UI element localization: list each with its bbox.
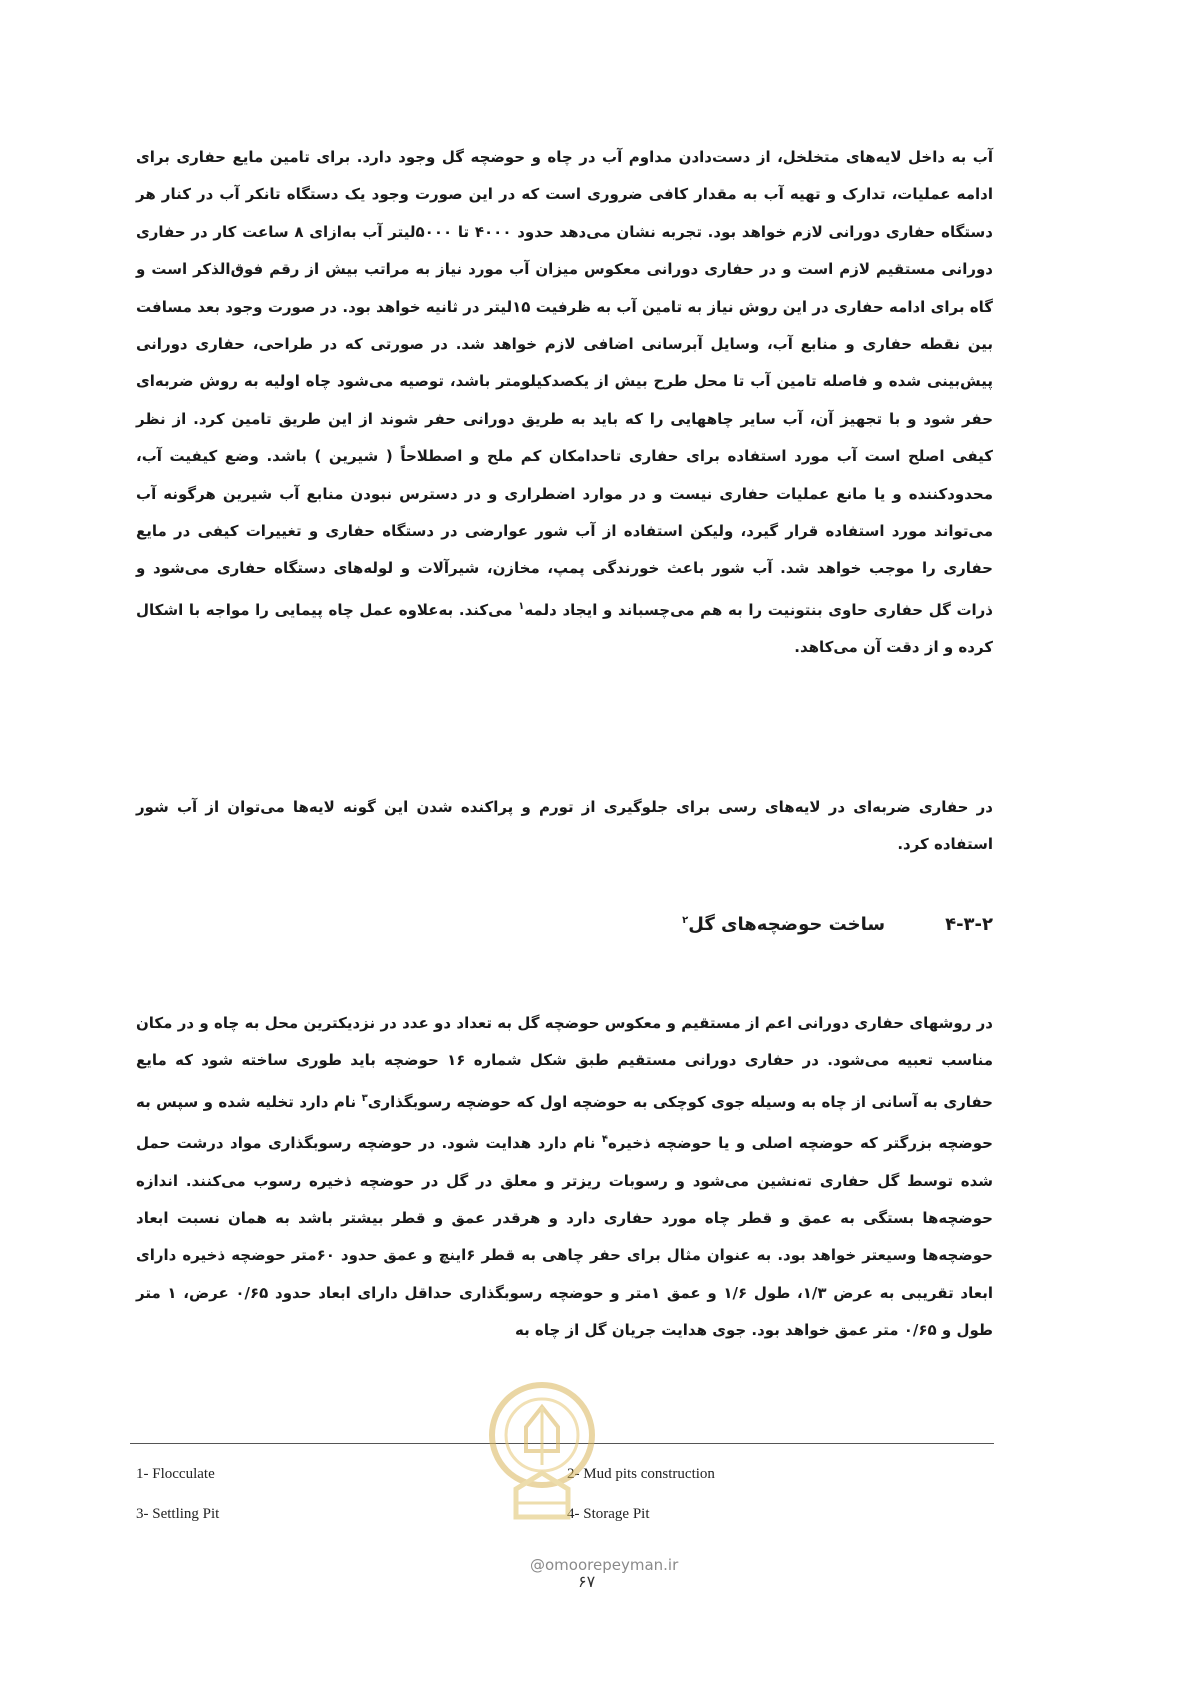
section-number: ۴-۳-۲ xyxy=(945,914,993,935)
para3-text-c: نام دارد هدایت شود. در حوضچه رسوبگذاری مواد درشت حمل شده توسط گل حفاری ته‌نشین می‌شود و رسوبات ریزتر و معلق در گل در حوضچه ذخیره رسوب می‌کنند. اندازه حوضچه‌ها بستگی به عمق و قطر چاه مورد حفاری دارد و هرقدر عمق و قطر بیشتر باشد به همان نسبت ابعاد حوضچه‌ها وسیعتر خواهد بود. به عنوان مثال برای حفر چاهی به قطر ۶اینچ و عمق حدود ۶۰متر حوضچه ذخیره دارای ابعاد تقریبی به عرض ۱/۳، طول ۱/۶ و عمق ۱متر و حوضچه رسوبگذاری حداقل دارای ابعاد حدود ۰/۶۵ عرض، ۱ متر طول و ۰/۶۵ متر عمق خواهد بود. جوی هدایت جریان گل از چاه به xyxy=(136,1134,993,1340)
body-paragraph-3 xyxy=(136,1005,993,1350)
watermark-logo xyxy=(486,1377,598,1525)
footnote-ref-4: ۴ xyxy=(601,1134,608,1146)
para3-text-b: نام دارد تخلیه شده و سپس به حوضچه بزرگتر که حوضچه اصلی و یا حوضچه ذخیره xyxy=(136,1092,993,1153)
section-heading xyxy=(682,914,993,935)
section-title: ساخت حوضچه‌های گل xyxy=(688,914,886,935)
footnote-4: 4- Storage Pit xyxy=(567,1506,650,1522)
footnote-ref-3: ۳ xyxy=(361,1092,368,1104)
para3-text-a: در روشهای حفاری دورانی اعم از مستقیم و معکوس حوضچه گل به تعداد دو عدد در نزدیکترین محل به چاه و در مکان مناسب تعبیه می‌شود. در حفاری دورانی مستقیم طبق شکل شماره ۱۶ حوضچه باید طوری ساخته شود که مایع حفاری به آسانی از چاه به وسیله جوی کوچکی به حوضچه اول که حوضچه رسوبگذاری xyxy=(136,1014,993,1111)
footnote-3: 3- Settling Pit xyxy=(136,1506,220,1522)
page-number: ۶۷ xyxy=(578,1572,596,1591)
footnote-1: 1- Flocculate xyxy=(136,1466,215,1482)
footnote-ref-1: ۱ xyxy=(518,600,525,612)
section-title-wrap xyxy=(682,914,885,935)
watermark-url: @omoorepeyman.ir xyxy=(530,1556,679,1574)
footnote-2: 2- Mud pits construction xyxy=(567,1466,715,1482)
para1-text: آب به داخل لایه‌های متخلخل، از دست‌دادن مداوم آب در چاه و حوضچه گل وجود دارد. برای تامین مایع حفاری برای ادامه عملیات، تدارک و تهیه آب به مقدار کافی ضروری است که در این صورت وجود یک دستگاه تانکر آب در کنار هر دستگاه حفاری دورانی لازم خواهد بود. تجربه نشان می‌دهد حدود ۴۰۰۰ تا ۵۰۰۰لیتر آب به‌ازای ۸ ساعت کار در حفاری دورانی مستقیم لازم است و در حفاری دورانی معکوس میزان آب مورد نیاز به مراتب بیش از رقم فوق‌الذکر است و گاه برای ادامه حفاری در این روش نیاز به تامین آب به ظرفیت ۱۵لیتر در ثانیه خواهد بود. در صورت وجود بعد مسافت بین نقطه حفاری و منابع آب، وسایل آبرسانی اضافی لازم خواهد شد. در صورتی که در طراحی، حفاری دورانی پیش‌بینی شده و فاصله تامین آب تا محل طرح بیش از یکصدکیلومتر باشد، توصیه می‌شود چاه اولیه به روش ضربه‌ای حفر شود و با تجهیز آن، آب سایر چاههایی را که باید به طریق دورانی حفر شوند از این طریق تامین کرد. از نظر کیفی اصلح است آب مورد استفاده برای حفاری تاحدامکان کم ملح و اصطلاحاً ( شیرین ) باشد. وضع کیفیت آب، محدودکننده و یا مانع عملیات حفاری نیست و در موارد اضطراری و در دسترس نبودن منابع آب شیرین هرگونه آب می‌تواند مورد استفاده قرار گیرد، ولیکن استفاده از آب شور عوارضی در دستگاه حفاری و تغییرات کیفی در مایع حفاری را موجب خواهد شد. آب شور باعث خورندگی پمپ، مخازن، شیرآلات و لوله‌های دستگاه حفاری می‌شود و ذرات گل حفاری حاوی بنتونیت را به هم می‌چسباند و ایجاد دلمه xyxy=(136,148,993,619)
footnote-ref-2: ۲ xyxy=(682,915,689,926)
para1-tail: می‌کند. به‌علاوه عمل چاه پیمایی را مواجه با اشکال کرده و از دقت آن می‌کاهد. xyxy=(136,600,993,657)
body-paragraph-2: در حفاری ضربه‌ای در لایه‌های رسی برای جلوگیری از تورم و پراکنده شدن این گونه لایه‌ها می‌توان از آب شور استفاده کرد. xyxy=(136,798,993,854)
body-paragraph-1 xyxy=(136,139,993,667)
